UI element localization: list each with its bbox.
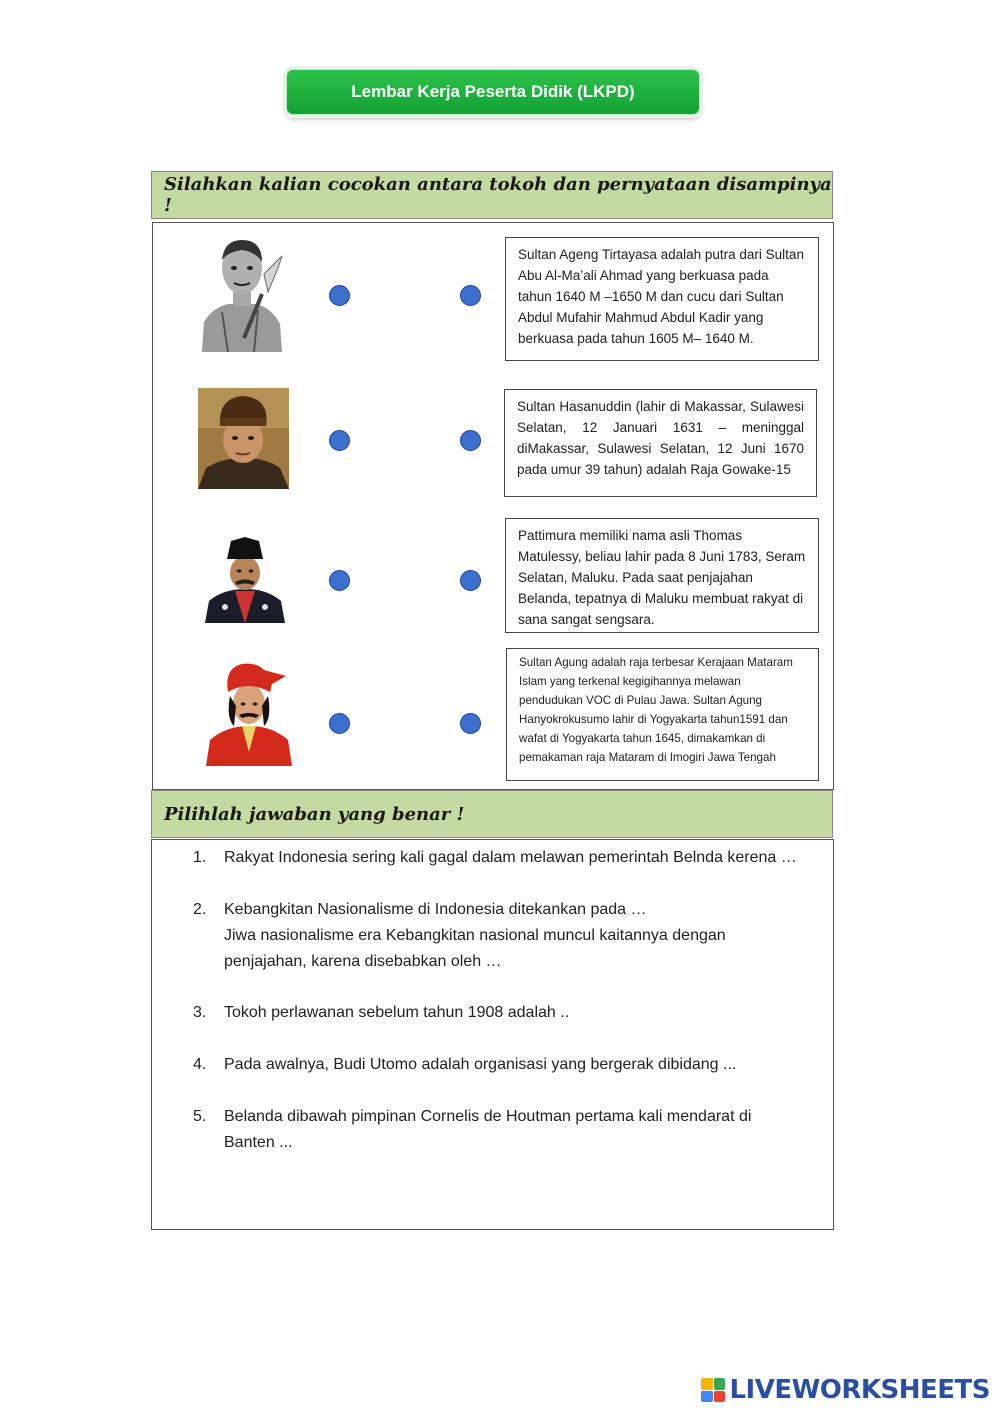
match-dot-right-3[interactable] xyxy=(460,570,481,591)
match-dot-left-3[interactable] xyxy=(329,570,350,591)
question-line: Kebangkitan Nasionalisme di Indonesia ditekankan pada … xyxy=(224,901,647,918)
question-line: Tokoh perlawanan sebelum tahun 1908 adalah .. xyxy=(224,1004,570,1021)
match-dot-left-1[interactable] xyxy=(329,285,350,306)
question-line: Rakyat Indonesia sering kali gagal dalam melawan pemerintah Belnda kerena … xyxy=(224,849,797,866)
question-number: 5. xyxy=(193,1108,207,1125)
page-title-banner xyxy=(286,69,700,115)
match-dot-left-2[interactable] xyxy=(329,430,350,451)
statement-text-4: Sultan Agung adalah raja terbesar Kerajaan Mataram Islam yang terkenal kegigihannya melawan pendudukan VOC di Pulau Jawa. Sultan Agung Hanyokrokusumo lahir di Yogyakarta tahun1591 dan wafat di Yogyakarta tahun 1645, dimakamkan di pemakaman raja Mataram di Imogiri Jawa Tengah xyxy=(519,656,793,764)
statement-box-1 xyxy=(505,237,819,361)
matching-instruction-header xyxy=(151,171,833,219)
matching-instruction: Silahkan kalian cocokan antara tokoh dan pernyataan disampinya ! xyxy=(164,174,832,216)
hasanuddin-portrait xyxy=(198,388,289,489)
statement-box-2 xyxy=(504,389,817,497)
liveworksheets-brand xyxy=(701,1375,990,1405)
match-dot-right-4[interactable] xyxy=(460,713,481,734)
quiz-instruction: Pilihlah jawaban yang benar ! xyxy=(164,803,465,825)
statement-text-3: Pattimura memiliki nama asli Thomas Matulessy, beliau lahir pada 8 Juni 1783, Seram Selatan, Maluku. Pada saat penjajahan Belanda, tepatnya di Maluku membuat rakyat di sana sangat sengsara. xyxy=(518,528,806,627)
brand-text: LIVEWORKSHEETS xyxy=(729,1375,990,1405)
sketch-hero-portrait xyxy=(198,234,286,352)
match-dot-right-1[interactable] xyxy=(460,285,481,306)
question-number: 1. xyxy=(193,849,207,866)
statement-text-1: Sultan Ageng Tirtayasa adalah putra dari Sultan Abu Al-Ma’ali Ahmad yang berkuasa pada tahun 1640 M –1650 M dan cucu dari Sultan Abdul Mufahir Mahmud Abdul Kadir yang berkuasa pada tahun 1605 M– 1640 M. xyxy=(518,247,804,346)
pattimura-portrait xyxy=(205,535,285,623)
statement-box-3 xyxy=(505,518,819,633)
question-line: Pada awalnya, Budi Utomo adalah organisasi yang bergerak dibidang ... xyxy=(224,1056,737,1073)
statement-text-2: Sultan Hasanuddin (lahir di Makassar, Sulawesi Selatan, 12 Januari 1631 – meninggal diMakassar, Sulawesi Selatan, 12 Juni 1670 pada umur 39 tahun) adalah Raja Gowake-15 xyxy=(517,399,804,477)
question-line: Jiwa nasionalisme era Kebangkitan nasional muncul kaitannya dengan xyxy=(224,927,726,944)
question-number: 3. xyxy=(193,1004,207,1021)
liveworksheets-logo-icon xyxy=(701,1378,725,1402)
sultan-agung-portrait xyxy=(206,662,292,766)
page-title: Lembar Kerja Peserta Didik (LKPD) xyxy=(351,82,635,101)
question-number: 2. xyxy=(193,901,207,918)
question-line: Banten ... xyxy=(224,1134,293,1151)
question-number: 4. xyxy=(193,1056,207,1073)
question-line: Belanda dibawah pimpinan Cornelis de Houtman pertama kali mendarat di xyxy=(224,1108,752,1125)
question-line: penjajahan, karena disebabkan oleh … xyxy=(224,953,502,970)
quiz-instruction-header xyxy=(151,790,833,838)
match-dot-left-4[interactable] xyxy=(329,713,350,734)
match-dot-right-2[interactable] xyxy=(460,430,481,451)
statement-box-4 xyxy=(506,648,819,781)
